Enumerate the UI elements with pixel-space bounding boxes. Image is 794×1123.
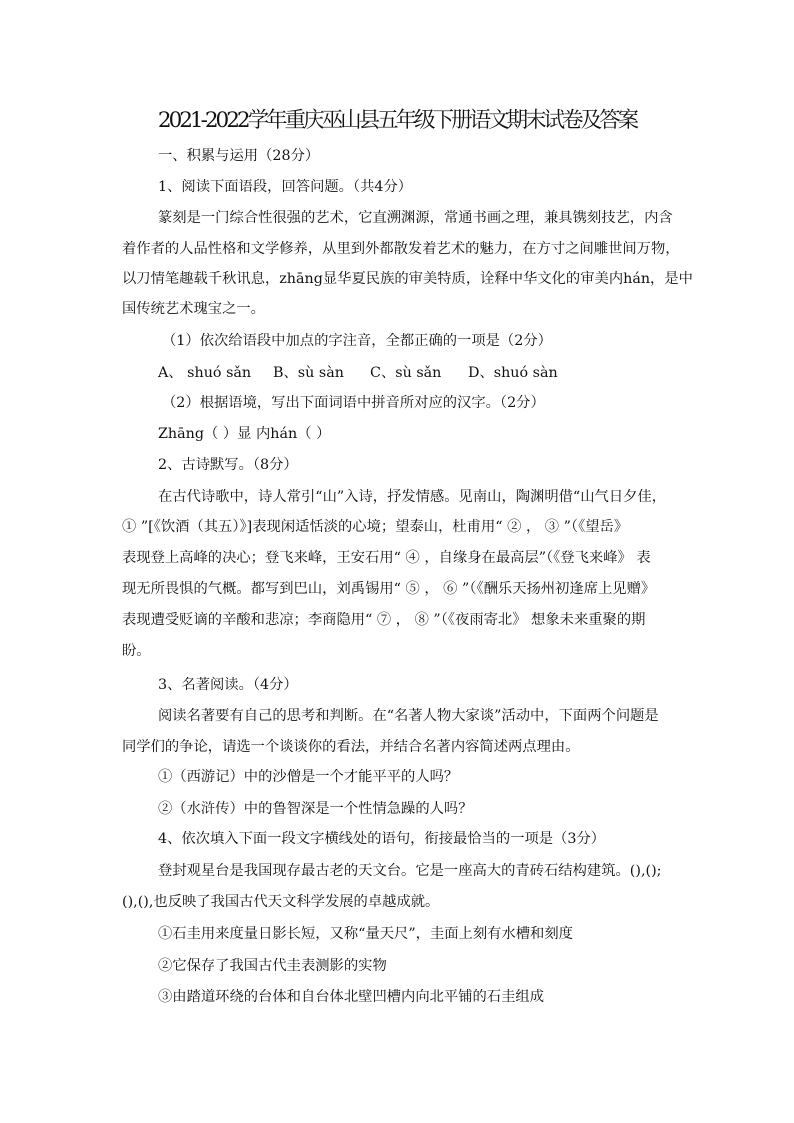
q4-item: ①石圭用来度量日影长短，又称“量天尺”，圭面上刻有水槽和刻度	[158, 926, 573, 942]
q2-passage-line: 表现遭受贬谪的辛酸和悲凉；李商隐用“ ⑦ ， ⑧ ”（《夜雨寄北》 想象未来重聚的期	[122, 612, 646, 628]
option-a: A、 shuó sǎn	[158, 365, 252, 381]
question-3-heading: 3、名著阅读。（4分）	[158, 677, 298, 693]
q1-passage-line: 以刀情笔趣载千秋讯息，zhāng显华夏民族的审美特质，诠释中华文化的审美内hán，是中	[122, 271, 693, 287]
q3-passage-line: 阅读名著要有自己的思考和判断。在“名著人物大家谈”活动中，下面两个问题是	[158, 708, 659, 724]
q1-sub1: （1）依次给语段中加点的字注音，全都正确的一项是（2分）	[162, 333, 552, 349]
q1-passage-line: 国传统艺术瑰宝之一。	[122, 301, 265, 317]
q1-options	[158, 364, 558, 382]
q4-item: ②它保存了我国古代圭表测影的实物	[158, 958, 387, 974]
q3-item: ②（水浒传）中的鲁智深是一个性情急躁的人吗？	[158, 801, 473, 817]
q1-passage-line: 着作者的人品性格和文学修养，从里到外都散发着艺术的魅力，在方寸之间雕世间万物，	[122, 241, 680, 257]
option-b: B、sù sàn	[273, 365, 344, 381]
option-d: D、shuó sàn	[468, 365, 558, 381]
option-c: C、sù sǎn	[370, 365, 442, 381]
q1-passage-line: 篆刻是一门综合性很强的艺术，它直溯渊源，常通书画之理，兼具镌刻技艺，内含	[158, 210, 673, 226]
q2-passage-line: 在古代诗歌中，诗人常引“山”入诗，抒发情感。见南山，陶渊明借“山气日夕佳，	[158, 489, 667, 505]
question-1-heading: 1、阅读下面语段，回答问题。（共4分）	[158, 179, 413, 195]
q1-sub2: （2）根据语境，写出下面词语中拼音所对应的汉字。（2分）	[162, 395, 545, 411]
q2-passage-line: ① ”[《饮酒（其五）》]表现闲适恬淡的心境；望泰山，杜甫用“ ② ， ③ ”（《望岳》	[122, 519, 629, 535]
q2-passage-line: 现无所畏惧的气概。都写到巴山，刘禹锡用“ ⑤ ， ⑥ ”（《酬乐天扬州初逢席上见赠》	[122, 581, 656, 597]
q4-passage-line: (),(),也反映了我国古代天文科学发展的卓越成就。	[122, 894, 440, 910]
q2-passage-line: 盼。	[122, 643, 151, 659]
q4-passage-line: 登封观星台是我国现存最古老的天文台。它是一座高大的青砖石结构建筑。(),();	[158, 863, 662, 879]
question-2-heading: 2、古诗默写。（8分）	[158, 457, 298, 473]
q2-passage-line: 表现登上高峰的决心；登飞来峰，王安石用“ ④ ，自缘身在最高层”（《登飞来峰》 表	[122, 550, 651, 566]
q3-item: ①（西游记）中的沙僧是一个才能平平的人吗？	[158, 769, 459, 785]
q4-item: ③由踏道环绕的台体和自台体北壁凹槽内向北平铺的石圭组成	[158, 989, 545, 1005]
section-heading: 一、积累与运用（28分）	[158, 148, 320, 164]
q1-sub2-items: Zhāng（ ）显 内hán（ ）	[158, 426, 331, 442]
q3-passage-line: 同学们的争论，请选一个谈谈你的看法，并结合名著内容简述两点理由。	[122, 739, 580, 755]
question-4-heading: 4、依次填入下面一段文字横线处的语句，衔接最恰当的一项是（3分）	[158, 831, 606, 847]
page-title: 2021-2022学年重庆巫山县五年级下册语文期末试卷及答案	[157, 108, 637, 133]
